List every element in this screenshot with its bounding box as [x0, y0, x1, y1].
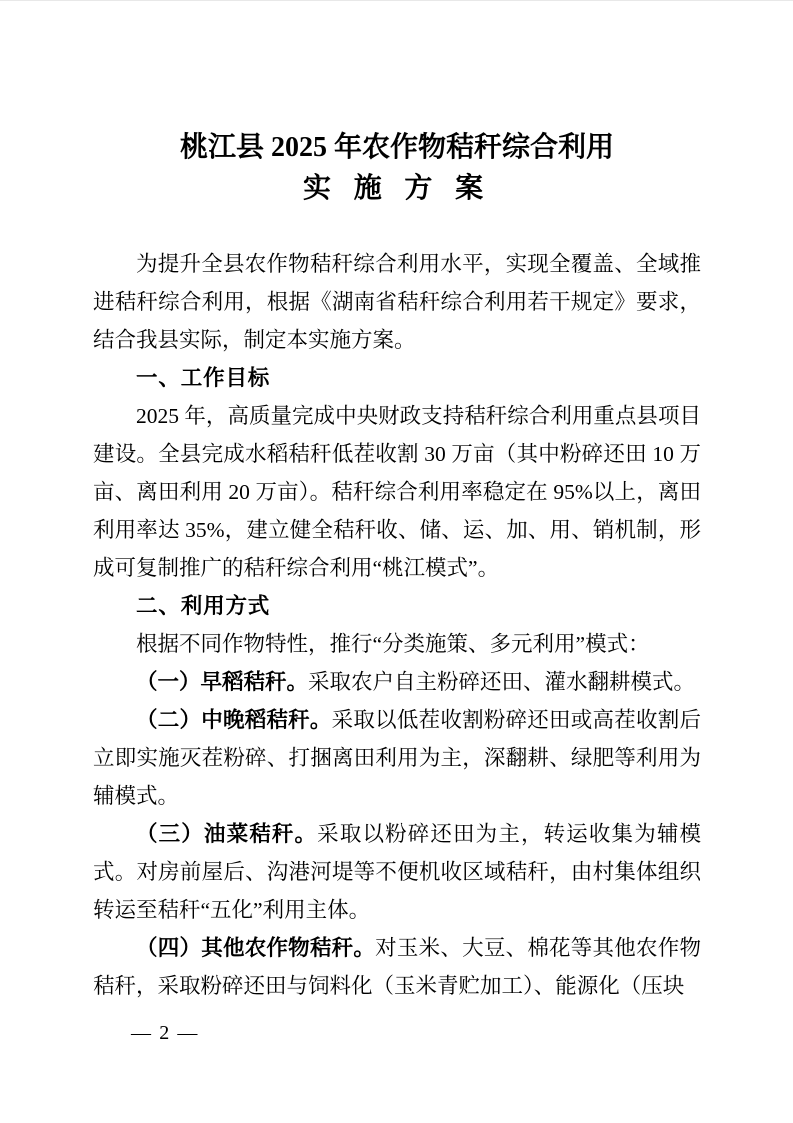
paragraph-text: 2025 年，高质量完成中央财政支持秸秆综合利用重点县项目建设。全县完成水稻秸秆低茬收割 30 万亩（其中粉碎还田 10 万亩、离田利用 20 万亩）。秸秆综合利用率稳定在 95%以上，离田利用率达 35%，建立健全秸秆收、储、运、加、用、销机制，形成可复制推广的秸秆综合利用“桃江模式”。 — [93, 404, 701, 580]
section-2-paragraph-3 — [93, 701, 701, 815]
paragraph-text: 采取以粉碎还田为主，转运收集为辅模式。对房前屋后、沟港河堤等不便机收区域秸秆，由村集体组织转运至秸秆“五化”利用主体。 — [93, 822, 701, 922]
paragraph-lead-rapeseed: （三）油菜秸秆。 — [136, 822, 318, 846]
document-title — [93, 127, 701, 209]
page-number: — 2 — — [131, 1022, 199, 1044]
section-heading-2: 二、利用方式 — [136, 594, 271, 618]
document-body — [93, 245, 701, 1005]
section-2-paragraph-1 — [93, 625, 701, 663]
paragraph-lead-other-crops: （四）其他农作物秸秆。 — [136, 936, 376, 960]
document-title-line1: 桃江县 2025 年农作物秸秆综合利用 — [179, 132, 614, 163]
section-2-paragraph-4 — [93, 815, 701, 929]
document-title-line2: 实 施 方 案 — [303, 173, 491, 204]
paragraph-text: 对玉米、大豆、棉花等其他农作物秸秆，采取粉碎还田与饲料化（玉米青贮加工）、能源化（压块 — [93, 936, 701, 998]
section-1-paragraph-1 — [93, 397, 701, 587]
paragraph-text: 采取农户自主粉碎还田、灌水翻耕模式。 — [308, 670, 696, 694]
paragraph-text: 采取以低茬收割粉碎还田或高茬收割后立即实施灭茬粉碎、打捆离田利用为主，深翻耕、绿肥等利用为辅模式。 — [93, 708, 701, 808]
paragraph-lead-early-rice: （一）早稻秸秆。 — [136, 670, 309, 694]
section-2-paragraph-5 — [93, 929, 701, 1005]
section-heading-1: 一、工作目标 — [136, 366, 271, 390]
section-2-paragraph-2 — [93, 663, 701, 701]
paragraph-lead-mid-late-rice: （二）中晚稻秸秆。 — [136, 708, 332, 732]
intro-paragraph: 为提升全县农作物秸秆综合利用水平，实现全覆盖、全域推进秸秆综合利用，根据《湖南省秸秆综合利用若干规定》要求，结合我县实际，制定本实施方案。 — [93, 252, 701, 352]
paragraph-text: 根据不同作物特性，推行“分类施策、多元利用”模式： — [136, 632, 650, 656]
